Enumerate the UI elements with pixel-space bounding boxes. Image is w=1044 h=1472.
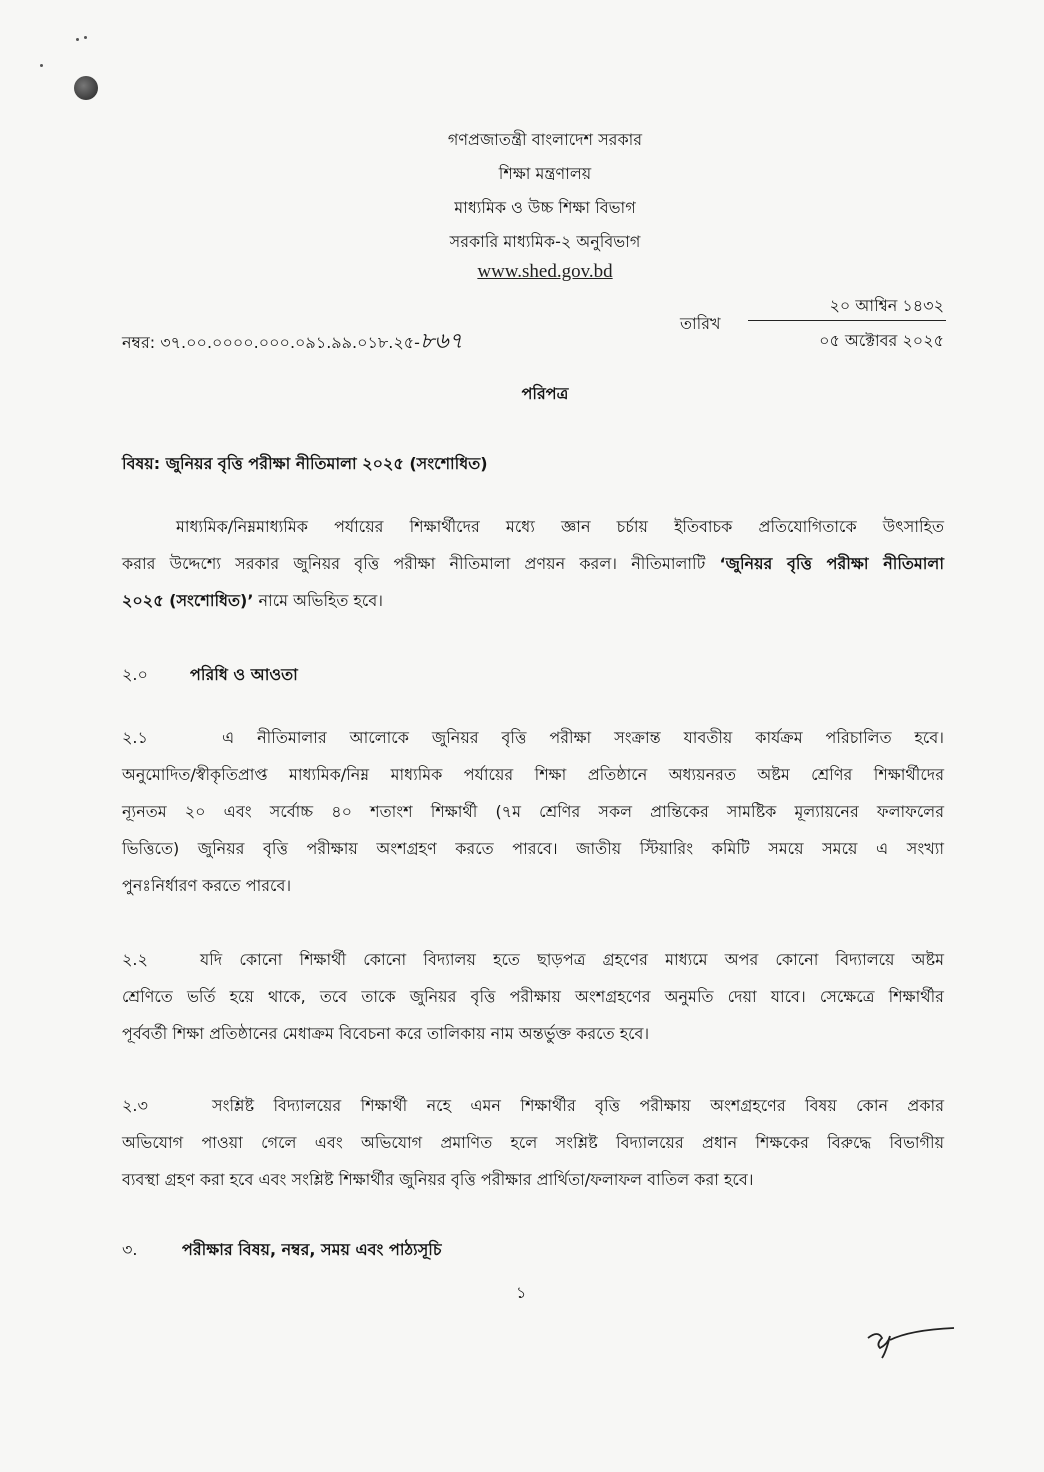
para-line: ন্যূনতম ২০ এবং সর্বোচ্চ ৪০ শতাংশ শিক্ষার্থী (৭ম শ্রেণির সকল প্রান্তিকের সামষ্টিক মূল্যায়নের ফলাফলের [122, 802, 944, 821]
punch-hole [74, 76, 98, 100]
intro-text: করার উদ্দেশ্যে সরকার জুনিয়র বৃত্তি পরীক্ষা নীতিমালা প্রণয়ন করল। নীতিমালাটি [122, 554, 720, 573]
date-label: তারিখ [680, 314, 721, 333]
scan-speck [84, 36, 87, 39]
memo-number-handwritten: ৮৬৭ [419, 329, 463, 354]
para-2-3-number: ২.৩ [122, 1096, 148, 1115]
section-3-heading: পরীক্ষার বিষয়, নম্বর, সময় এবং পাঠ্যসূচি [182, 1240, 442, 1259]
policy-name-bold: ‘জুনিয়র বৃত্তি পরীক্ষা নীতিমালা [719, 554, 944, 573]
header-line-ministry: শিক্ষা মন্ত্রণালয় [498, 164, 592, 183]
policy-name-bold: ২০২৫ (সংশোধিত)’ [122, 591, 254, 610]
para-line: ব্যবস্থা গ্রহণ করা হবে এবং সংশ্লিষ্ট শিক্ষার্থীর জুনিয়র বৃত্তি পরীক্ষার প্রার্থিতা/ফলাফল বাতিল করা হবে। [122, 1170, 754, 1189]
para-line: অভিযোগ পাওয়া গেলে এবং অভিযোগ প্রমাণিত হলে সংশ্লিষ্ট বিদ্যালয়ের প্রধান শিক্ষকের বিরুদ্ধে বিভাগীয় [122, 1133, 944, 1152]
para-2-1-number: ২.১ [122, 728, 148, 747]
signature [860, 1318, 960, 1368]
section-2-heading: পরিধি ও আওতা [190, 665, 298, 684]
para-line: অনুমোদিত/স্বীকৃতিপ্রাপ্ত মাধ্যমিক/নিম্ন মাধ্যমিক পর্যায়ের শিক্ষা প্রতিষ্ঠানে অধ্যয়নরত অষ্টম শ্রেণির শিক্ষার্থীদের [122, 765, 944, 784]
intro-line [122, 588, 944, 615]
section-3-number: ৩. [122, 1240, 138, 1259]
header-line-wing: সরকারি মাধ্যমিক-২ অনুবিভাগ [449, 232, 641, 251]
para-line: শ্রেণিতে ভর্তি হয়ে থাকে, তবে তাকে জুনিয়র বৃত্তি পরীক্ষায় অংশগ্রহণের অনুমতি দেয়া যাবে। সেক্ষেত্রে শিক্ষার্থীর [122, 987, 944, 1006]
intro-text: নামে অভিহিত হবে। [253, 591, 383, 610]
header-line-division: মাধ্যমিক ও উচ্চ শিক্ষা বিভাগ [454, 198, 636, 217]
para-2-2-number: ২.২ [122, 950, 148, 969]
para-line: সংশ্লিষ্ট বিদ্যালয়ের শিক্ষার্থী নহে এমন শিক্ষার্থীর বৃত্তি পরীক্ষায় অংশগ্রহণের বিষয় কোন প্রকার [212, 1096, 944, 1115]
subject-line: বিষয়: জুনিয়র বৃত্তি পরীক্ষা নীতিমালা ২০২৫ (সংশোধিত) [122, 454, 488, 473]
intro-line [122, 551, 944, 578]
para-line: যদি কোনো শিক্ষার্থী কোনো বিদ্যালয় হতে ছাড়পত্র গ্রহণের মাধ্যমে অপর কোনো বিদ্যালয়ে অষ্টম [200, 950, 944, 969]
intro-line: মাধ্যমিক/নিম্নমাধ্যমিক পর্যায়ের শিক্ষার্থীদের মধ্যে জ্ঞান চর্চায় ইতিবাচক প্রতিযোগিতাকে উৎসাহিত [176, 517, 944, 536]
date-divider [748, 320, 946, 321]
header-line-government: গণপ্রজাতন্ত্রী বাংলাদেশ সরকার [447, 130, 643, 149]
scan-speck [40, 64, 43, 67]
scan-speck [76, 38, 79, 41]
section-2-number: ২.০ [122, 665, 148, 684]
para-line: এ নীতিমালার আলোকে জুনিয়র বৃত্তি পরীক্ষা সংক্রান্ত যাবতীয় কার্যক্রম পরিচালিত হবে। [222, 728, 944, 747]
page-number: ১ [516, 1283, 527, 1302]
website-link[interactable]: www.shed.gov.bd [477, 261, 613, 282]
para-line: পূর্ববর্তী শিক্ষা প্রতিষ্ঠানের মেধাক্রম বিবেচনা করে তালিকায় নাম অন্তর্ভুক্ত করতে হবে। [122, 1024, 650, 1043]
date-bangla: ২০ আশ্বিন ১৪৩২ [829, 296, 944, 315]
memo-number-label: নম্বর: ৩৭.০০.০০০০.০০০.০৯১.৯৯.০১৮.২৫- [122, 333, 420, 352]
date-gregorian: ০৫ অক্টোবর ২০২৫ [819, 331, 944, 350]
para-line: ভিত্তিতে) জুনিয়র বৃত্তি পরীক্ষায় অংশগ্রহণ করতে পারবে। জাতীয় স্টিয়ারিং কমিটি সময়ে সময়ে এ সংখ্যা [122, 839, 944, 858]
memo-number [122, 324, 463, 361]
para-line: পুনঃনির্ধারণ করতে পারবে। [122, 876, 292, 895]
document-title: পরিপত্র [521, 384, 569, 403]
